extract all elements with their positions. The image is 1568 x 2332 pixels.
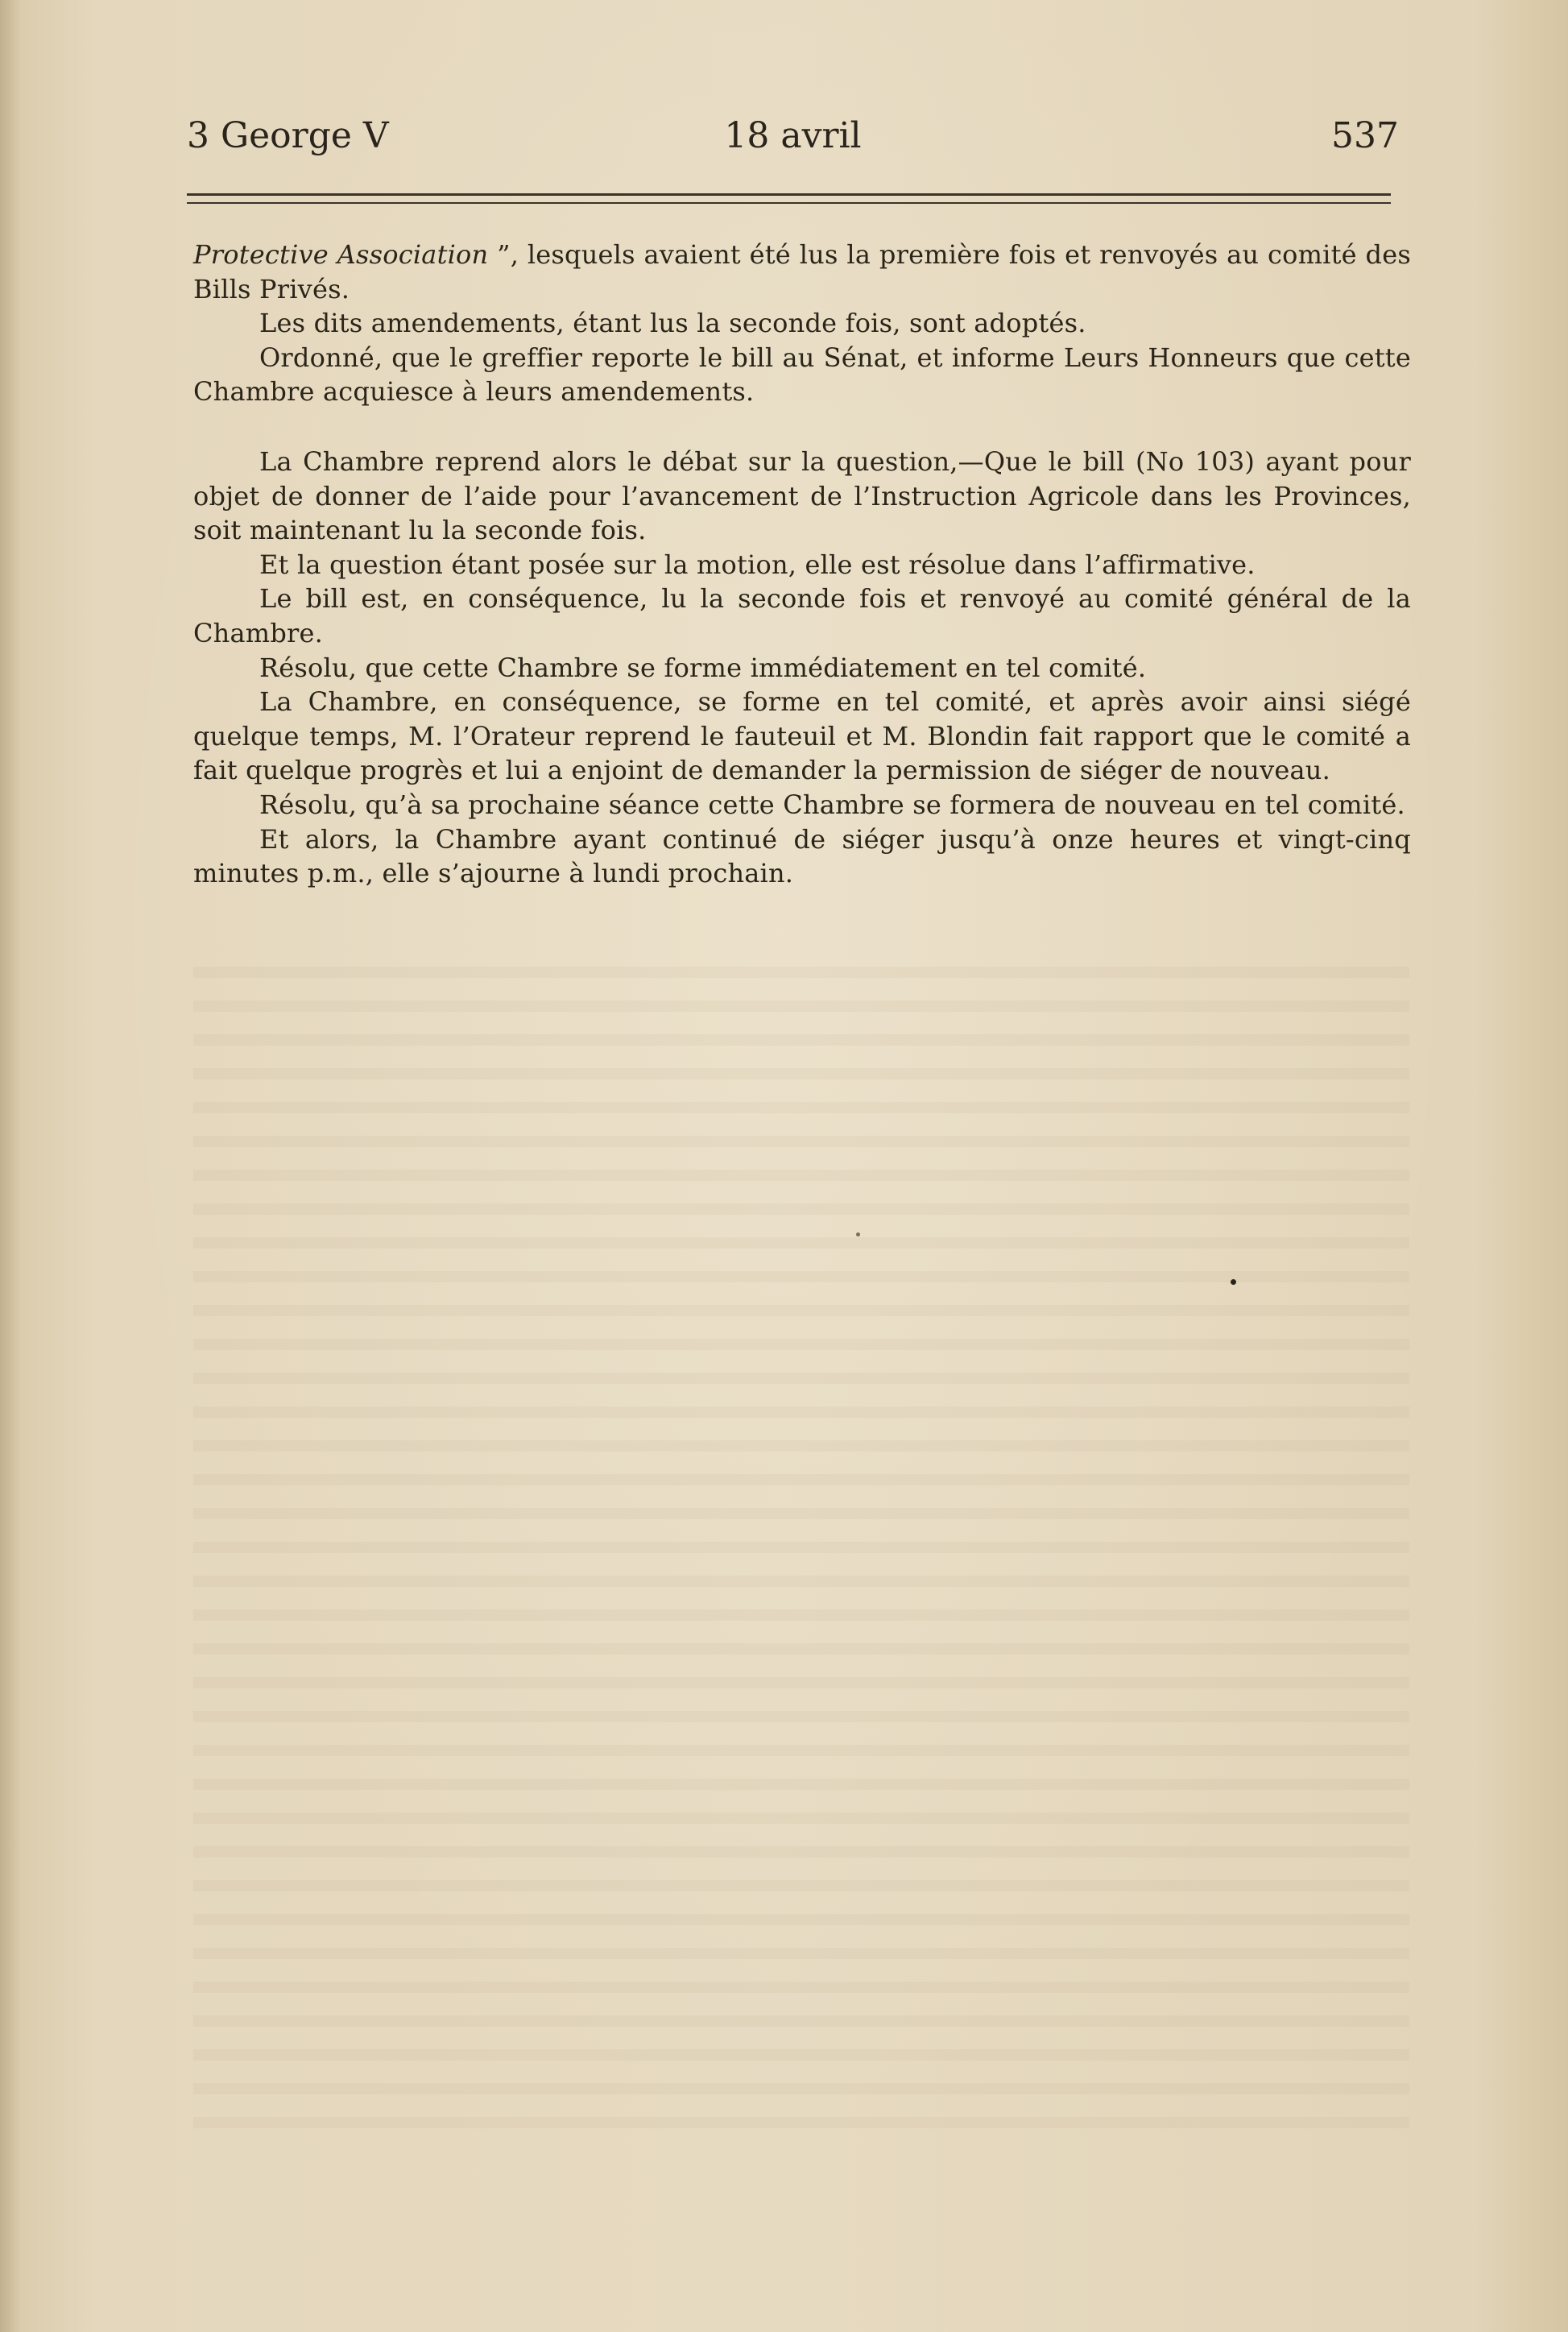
ink-speck [856,1232,860,1236]
paragraph-spacer [193,409,1411,445]
paragraph: Résolu, que cette Chambre se forme immédiatement en tel comité. [259,652,1147,683]
paragraph: Ordonné, que le greffier reporte le bill au Sénat, et informe Leurs Honneurs que cette Chambre acquiesce à leurs amendements. [193,342,1411,408]
header-date: 18 avril [724,115,862,156]
paragraph: La Chambre, en conséquence, se forme en tel comité, et après avoir ainsi siégé quelque temps, M. l’Orateur reprend le fauteuil et M. Blondin fait rapport que le comité a fait quelque progrès et lui a enjoint de demander la permission de siéger de nouveau. [193,686,1411,786]
paragraph-continuation [193,238,1411,306]
page-fold-shadow [0,0,21,2332]
paragraph: Et la question étant posée sur la motion, elle est résolue dans l’affirmative. [259,549,1256,580]
journal-body [193,238,1411,891]
paragraph: La Chambre reprend alors le débat sur la question,—Que le bill (No 103) ayant pour objet de donner de l’aide pour l’avancement de l’Instruction Agricole dans les Provinces, soit maintenant lu la seconde fois. [193,445,1411,546]
page-number: 537 [1331,115,1399,156]
paragraph: Et alors, la Chambre ayant continué de siéger jusqu’à onze heures et vingt-cinq minutes p.m., elle s’ajourne à lundi prochain. [193,823,1411,889]
header-rule-thick [187,193,1391,196]
bleed-through-texture [193,967,1409,2135]
header-reign: 3 George V [187,115,389,156]
italic-lead: Protective Association [193,239,489,270]
paragraph: Le bill est, en conséquence, lu la seconde fois et renvoyé au comité général de la Chambre. [193,583,1411,648]
running-header [187,115,1399,172]
paragraph: Les dits amendements, étant lus la seconde fois, sont adoptés. [259,308,1086,339]
header-rule-thin [187,202,1391,204]
paragraph: Résolu, qu’à sa prochaine séance cette Chambre se formera de nouveau en tel comité. [259,789,1405,820]
ink-speck [1231,1279,1236,1285]
paragraph-text: ”, lesquels avaient été lus la première fois et renvoyés au comité des Bills Privés. [193,239,1411,304]
